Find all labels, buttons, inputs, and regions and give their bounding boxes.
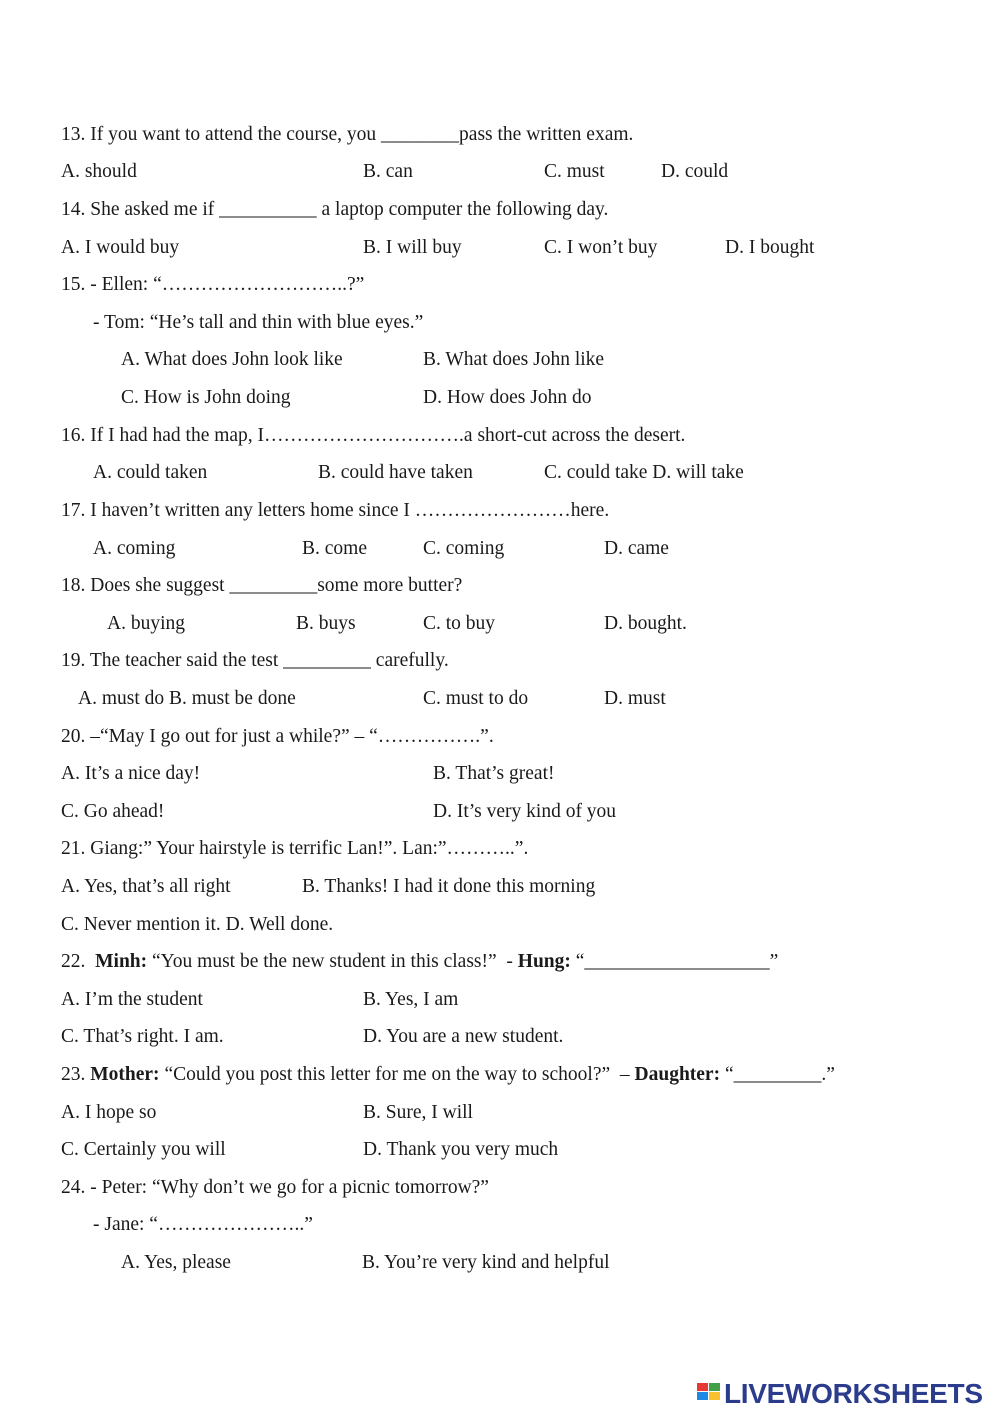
option-d[interactable]: D. Thank you very much — [363, 1139, 559, 1160]
question-text — [61, 950, 778, 974]
option-a[interactable]: A. I’m the student — [61, 989, 203, 1010]
question-text: 14. She asked me if __________ a laptop computer the following day. — [61, 199, 609, 220]
dialogue-line-2: “_________.” — [720, 1064, 835, 1085]
brand-name: LIVEWORKSHEETS — [724, 1378, 983, 1409]
option-b[interactable]: B. Thanks! I had it done this morning — [302, 876, 596, 897]
option-d[interactable]: D. must — [604, 688, 666, 709]
option-c[interactable]: C. must to do — [423, 688, 529, 709]
reply-text: - Tom: “He’s tall and thin with blue eyes.” — [93, 312, 424, 333]
question-text: 17. I haven’t written any letters home since I ……………………here. — [61, 500, 610, 521]
option-a[interactable]: A. It’s a nice day! — [61, 763, 201, 784]
option-c-d[interactable]: C. could take D. will take — [544, 462, 744, 483]
option-b[interactable]: B. can — [363, 161, 413, 182]
option-b[interactable]: B. buys — [296, 613, 356, 634]
option-b[interactable]: B. Sure, I will — [363, 1102, 473, 1123]
option-a-b[interactable]: A. must do B. must be done — [78, 688, 296, 709]
question-text: 16. If I had had the map, I………………………….a short-cut across the desert. — [61, 425, 686, 446]
option-c[interactable]: C. That’s right. I am. — [61, 1026, 224, 1047]
dialogue-line-1: “You must be the new student in this class!” - — [147, 951, 518, 972]
option-a[interactable]: A. I hope so — [61, 1102, 157, 1123]
question-number: 23. — [61, 1064, 86, 1085]
option-c[interactable]: C. Go ahead! — [61, 801, 165, 822]
option-b[interactable]: B. could have taken — [318, 462, 473, 483]
liveworksheets-logo[interactable] — [697, 1378, 983, 1410]
option-b[interactable]: B. You’re very kind and helpful — [362, 1252, 610, 1273]
option-b[interactable]: B. come — [302, 538, 367, 559]
dialogue-line-1: “Could you post this letter for me on the way to school?” – — [159, 1064, 635, 1085]
option-a[interactable]: A. buying — [107, 613, 185, 634]
question-text: 24. - Peter: “Why don’t we go for a picnic tomorrow?” — [61, 1177, 489, 1198]
option-c[interactable]: C. Certainly you will — [61, 1139, 226, 1160]
question-text: 21. Giang:” Your hairstyle is terrific Lan!”. Lan:”………..”. — [61, 838, 529, 859]
question-text: 15. - Ellen: “………………………..?” — [61, 274, 365, 295]
question-text: 13. If you want to attend the course, you ________pass the written exam. — [61, 124, 634, 145]
option-c[interactable]: C. to buy — [423, 613, 496, 634]
speaker-hung: Hung: — [517, 951, 571, 972]
question-number: 22. — [61, 951, 86, 972]
question-text: 19. The teacher said the test _________ carefully. — [61, 650, 449, 671]
option-b[interactable]: B. What does John like — [423, 349, 605, 370]
option-d[interactable]: D. bought. — [604, 613, 687, 634]
question-text — [61, 1063, 835, 1087]
option-a[interactable]: A. coming — [93, 538, 176, 559]
reply-text: - Jane: “…………………..” — [93, 1214, 313, 1235]
option-d[interactable]: D. I bought — [725, 237, 815, 258]
question-text: 20. –“May I go out for just a while?” – “…………….”. — [61, 726, 494, 747]
option-c[interactable]: C. I won’t buy — [544, 237, 658, 258]
option-c[interactable]: C. How is John doing — [121, 387, 291, 408]
logo-mark-icon — [697, 1380, 721, 1408]
option-d[interactable]: D. came — [604, 538, 669, 559]
question-text: 18. Does she suggest _________some more butter? — [61, 575, 463, 596]
option-c[interactable]: C. must — [544, 161, 605, 182]
option-a[interactable]: A. Yes, please — [121, 1252, 231, 1273]
option-a[interactable]: A. should — [61, 161, 137, 182]
speaker-minh: Minh: — [95, 951, 148, 972]
option-d[interactable]: D. could — [661, 161, 729, 182]
option-b[interactable]: B. That’s great! — [433, 763, 555, 784]
option-d[interactable]: D. How does John do — [423, 387, 592, 408]
option-a[interactable]: A. I would buy — [61, 237, 180, 258]
dialogue-line-2: “___________________” — [570, 951, 779, 972]
speaker-mother: Mother: — [90, 1064, 160, 1085]
option-d[interactable]: D. You are a new student. — [363, 1026, 564, 1047]
option-b[interactable]: B. I will buy — [363, 237, 462, 258]
option-a[interactable]: A. could taken — [93, 462, 208, 483]
option-a[interactable]: A. What does John look like — [121, 349, 343, 370]
option-a[interactable]: A. Yes, that’s all right — [61, 876, 231, 897]
speaker-daughter: Daughter: — [634, 1064, 721, 1085]
option-c[interactable]: C. coming — [423, 538, 505, 559]
option-b[interactable]: B. Yes, I am — [363, 989, 459, 1010]
option-d[interactable]: D. It’s very kind of you — [433, 801, 617, 822]
option-c-d[interactable]: C. Never mention it. D. Well done. — [61, 914, 334, 935]
